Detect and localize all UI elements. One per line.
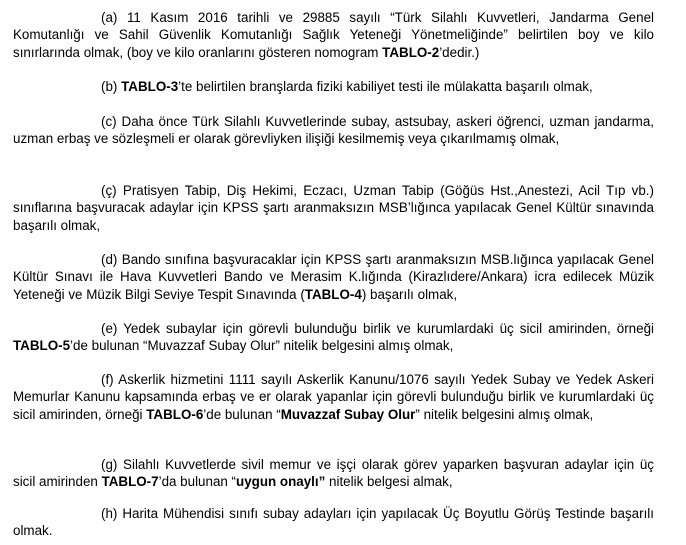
text-run: Bando sınıfına başvuracaklar için KPSS şartı aranmaksızın MSB.lığınca yapılacak Genel Kültür Sınavı ile Hava Kuvvetleri Bando ve Merasim K.lığında (Kirazlıdere/Ankara) icra edilecek Müzik Yeteneği ve Müzik Bilgi Seviye Tespit Sınavında ( xyxy=(13,252,654,302)
paragraph-b xyxy=(13,78,654,95)
text-run: ’te belirtilen branşlarda fiziki kabiliyet testi ile mülakatta başarılı olmak, xyxy=(178,79,593,94)
text-run: Daha önce Türk Silahlı Kuvvetlerinde subay, astsubay, askeri öğrenci, uzman jandarma, uzman erbaş ve sözleşmeli er olarak görevliyken ilişiği kesilmemiş veya çıkarılmamış olmak, xyxy=(13,114,654,147)
text-run: nitelik belgesi almak, xyxy=(325,474,453,490)
text-run: ) başarılı olmak, xyxy=(361,286,458,302)
paragraph-marker: (b) xyxy=(101,79,118,94)
paragraph-marker: (h) xyxy=(101,506,118,521)
text-run: ’dedir.) xyxy=(439,44,480,60)
paragraph-e xyxy=(13,320,654,355)
paragraph-f xyxy=(13,371,654,423)
bold-text: TABLO-5 xyxy=(13,338,71,354)
text-run: Silahlı Kuvvetlerde sivil memur ve işçi olarak görev yaparken başvuran adaylar için üç sicil amirinden xyxy=(13,457,654,490)
paragraph-h xyxy=(13,505,654,540)
text-run: ’de bulunan “ xyxy=(203,406,281,422)
paragraph-g xyxy=(13,456,654,491)
paragraph-d xyxy=(13,251,654,303)
paragraph-c xyxy=(13,113,654,148)
paragraph-marker: (c) xyxy=(101,114,117,129)
text-run: ” nitelik belgesini almış olmak, xyxy=(415,406,594,422)
bold-text: TABLO-7 xyxy=(101,474,159,490)
text-run: ’da bulunan “ xyxy=(158,474,237,490)
bold-text: Muvazzaf Subay Olur xyxy=(280,406,416,422)
text-run: 11 Kasım 2016 tarihli ve 29885 sayılı “Türk Silahlı Kuvvetleri, Jandarma Genel Komutanlığı ve Sahil Güvenlik Komutanlığı Sağlık Yeteneği Yönetmeliğinde” belirtilen boy ve kilo sınırlarında olmak, (boy ve kilo oranlarını gösteren nomogram xyxy=(13,10,654,60)
bold-text: TABLO-6 xyxy=(146,406,204,422)
paragraph-cc xyxy=(13,182,654,234)
paragraph-marker: (f) xyxy=(101,372,114,387)
text-run: Yedek subaylar için görevli bulunduğu birlik ve kurumlardaki üç sicil amirinden, örneği xyxy=(117,321,654,336)
paragraph-a xyxy=(13,9,654,61)
text-run: ’de bulunan “Muvazzaf Subay Olur” nitelik belgesini almış olmak, xyxy=(70,338,454,354)
bold-text: TABLO-3 xyxy=(121,79,179,94)
bold-text: uygun onaylı” xyxy=(236,474,326,490)
text-run: Askerlik hizmetini 1111 sayılı Askerlik Kanunu/1076 sayılı Yedek Subay ve Yedek Askeri Memurlar Kanunu kapsamında erbaş ve er olarak yapanlar için görevli bulunduğu birlik ve kurumlardaki üç sicil amirinden, örneği xyxy=(13,372,654,422)
paragraph-marker: (ç) xyxy=(101,183,117,198)
text-run: Pratisyen Tabip, Diş Hekimi, Eczacı, Uzman Tabip (Göğüs Hst.,Anestezi, Acil Tıp vb.) sınıflarına başvuracak adaylar için KPSS şartı aranmaksızın MSB’lığınca yapılacak Genel Kültür sınavında başarılı olmak, xyxy=(13,183,654,233)
bold-text: TABLO-4 xyxy=(304,286,362,302)
paragraph-marker: (g) xyxy=(101,457,118,472)
paragraph-marker: (e) xyxy=(101,321,118,336)
paragraph-marker: (d) xyxy=(101,252,118,267)
bold-text: TABLO-2 xyxy=(382,44,440,60)
text-run: Harita Mühendisi sınıfı subay adayları için yapılacak Üç Boyutlu Görüş Testinde başarılı olmak. xyxy=(13,506,654,539)
paragraph-marker: (a) xyxy=(101,10,118,25)
